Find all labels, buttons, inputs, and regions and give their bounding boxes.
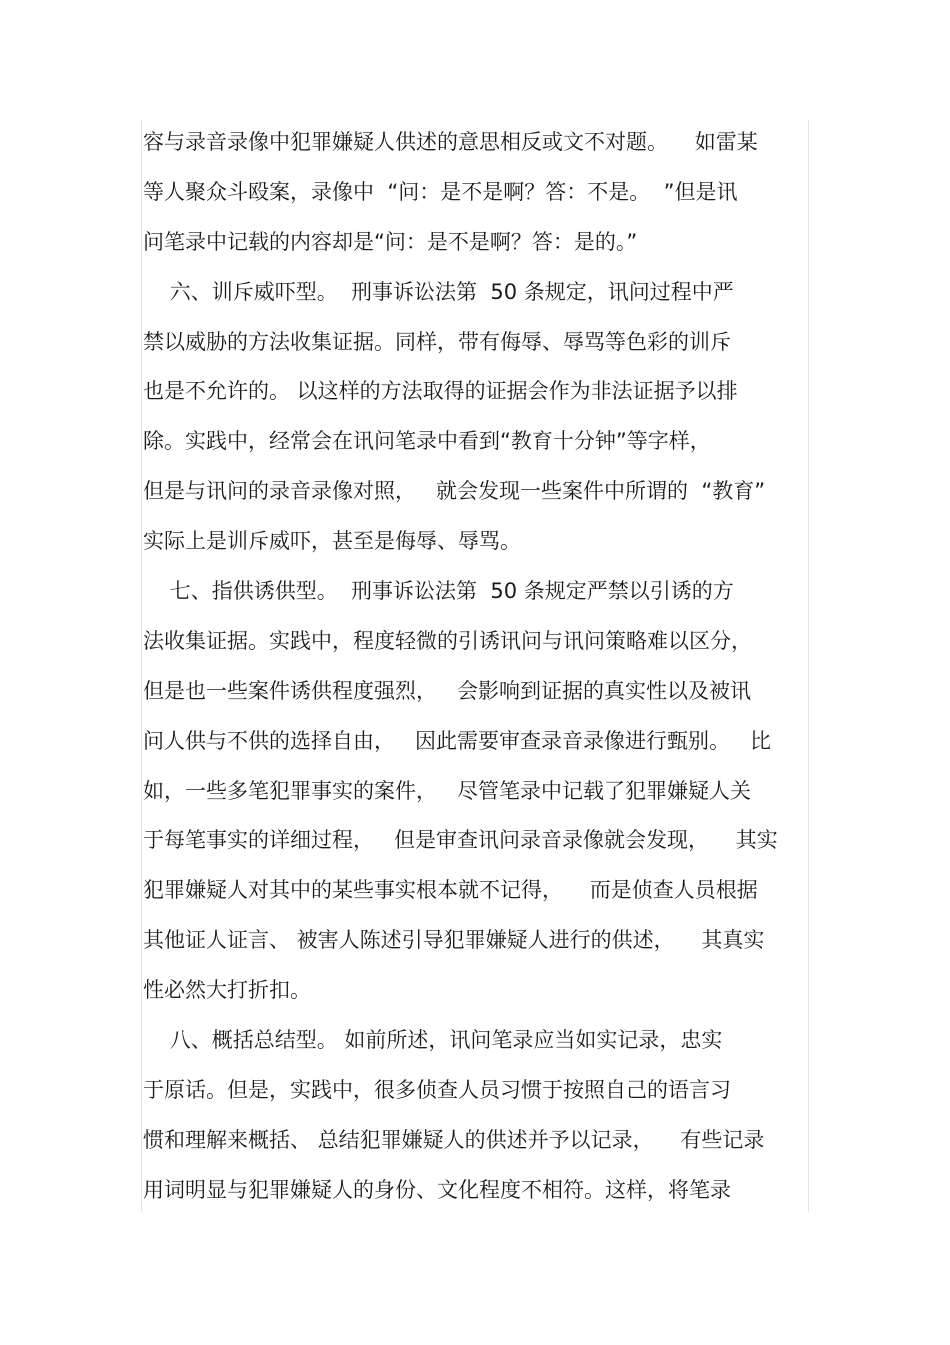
text-line: 犯罪嫌疑人对其中的某些事实根本就不记得， 而是侦查人员根据	[143, 878, 758, 903]
text-line: 如，一些多笔犯罪事实的案件， 尽管笔录中记载了犯罪嫌疑人关	[143, 778, 752, 803]
text-line: 但是与讯问的录音录像对照， 就会发现一些案件中所谓的 “教育”	[143, 479, 766, 504]
section-heading-line: 六、训斥威吓型。 刑事诉讼法第 50 条规定，讯问过程中严	[143, 279, 734, 304]
text-line: 于原话。但是，实践中，很多侦查人员习惯于按照自己的语言习	[143, 1077, 731, 1102]
text-line: 禁以威胁的方法收集证据。同样，带有侮辱、辱骂等色彩的训斥	[143, 329, 731, 354]
text-line: 性必然大打折扣。	[143, 978, 311, 1003]
text-line: 也是不允许的。 以这样的方法取得的证据会作为非法证据予以排	[143, 379, 738, 404]
text-line: 法收集证据。实践中，程度轻微的引诱讯问与讯问策略难以区分，	[143, 628, 752, 653]
text-line: 惯和理解来概括、 总结犯罪嫌疑人的供述并予以记录， 有些记录	[143, 1127, 765, 1152]
section-heading-line: 七、指供诱供型。 刑事诉讼法第 50 条规定严禁以引诱的方	[143, 579, 734, 604]
text-line: 用词明显与犯罪嫌疑人的身份、文化程度不相符。这样，将笔录	[143, 1177, 731, 1202]
text-line: 但是也一些案件诱供程度强烈， 会影响到证据的真实性以及被讯	[143, 678, 752, 703]
text-line: 其他证人证言、 被害人陈述引导犯罪嫌疑人进行的供述， 其真实	[143, 928, 765, 953]
section-heading-line: 八、概括总结型。 如前所述，讯问笔录应当如实记录，忠实	[143, 1028, 723, 1053]
text-line: 问笔录中记载的内容却是“问：是不是啊？答：是的。”	[143, 229, 638, 254]
text-line: 实际上是训斥威吓，甚至是侮辱、辱骂。	[143, 529, 521, 554]
text-line: 于每笔事实的详细过程， 但是审查讯问录音录像就会发现， 其实	[143, 828, 778, 853]
text-line: 等人聚众斗殴案，录像中 “问：是不是啊？答：不是。 ”但是讯	[143, 179, 738, 204]
document-body	[143, 124, 807, 1222]
text-line: 除。实践中，经常会在讯问笔录中看到“教育十分钟”等字样，	[143, 429, 711, 454]
text-line: 容与录音录像中犯罪嫌疑人供述的意思相反或文不对题。 如雷某	[143, 130, 758, 154]
text-line: 问人供与不供的选择自由， 因此需要审查录音录像进行甄别。 比	[143, 728, 772, 753]
